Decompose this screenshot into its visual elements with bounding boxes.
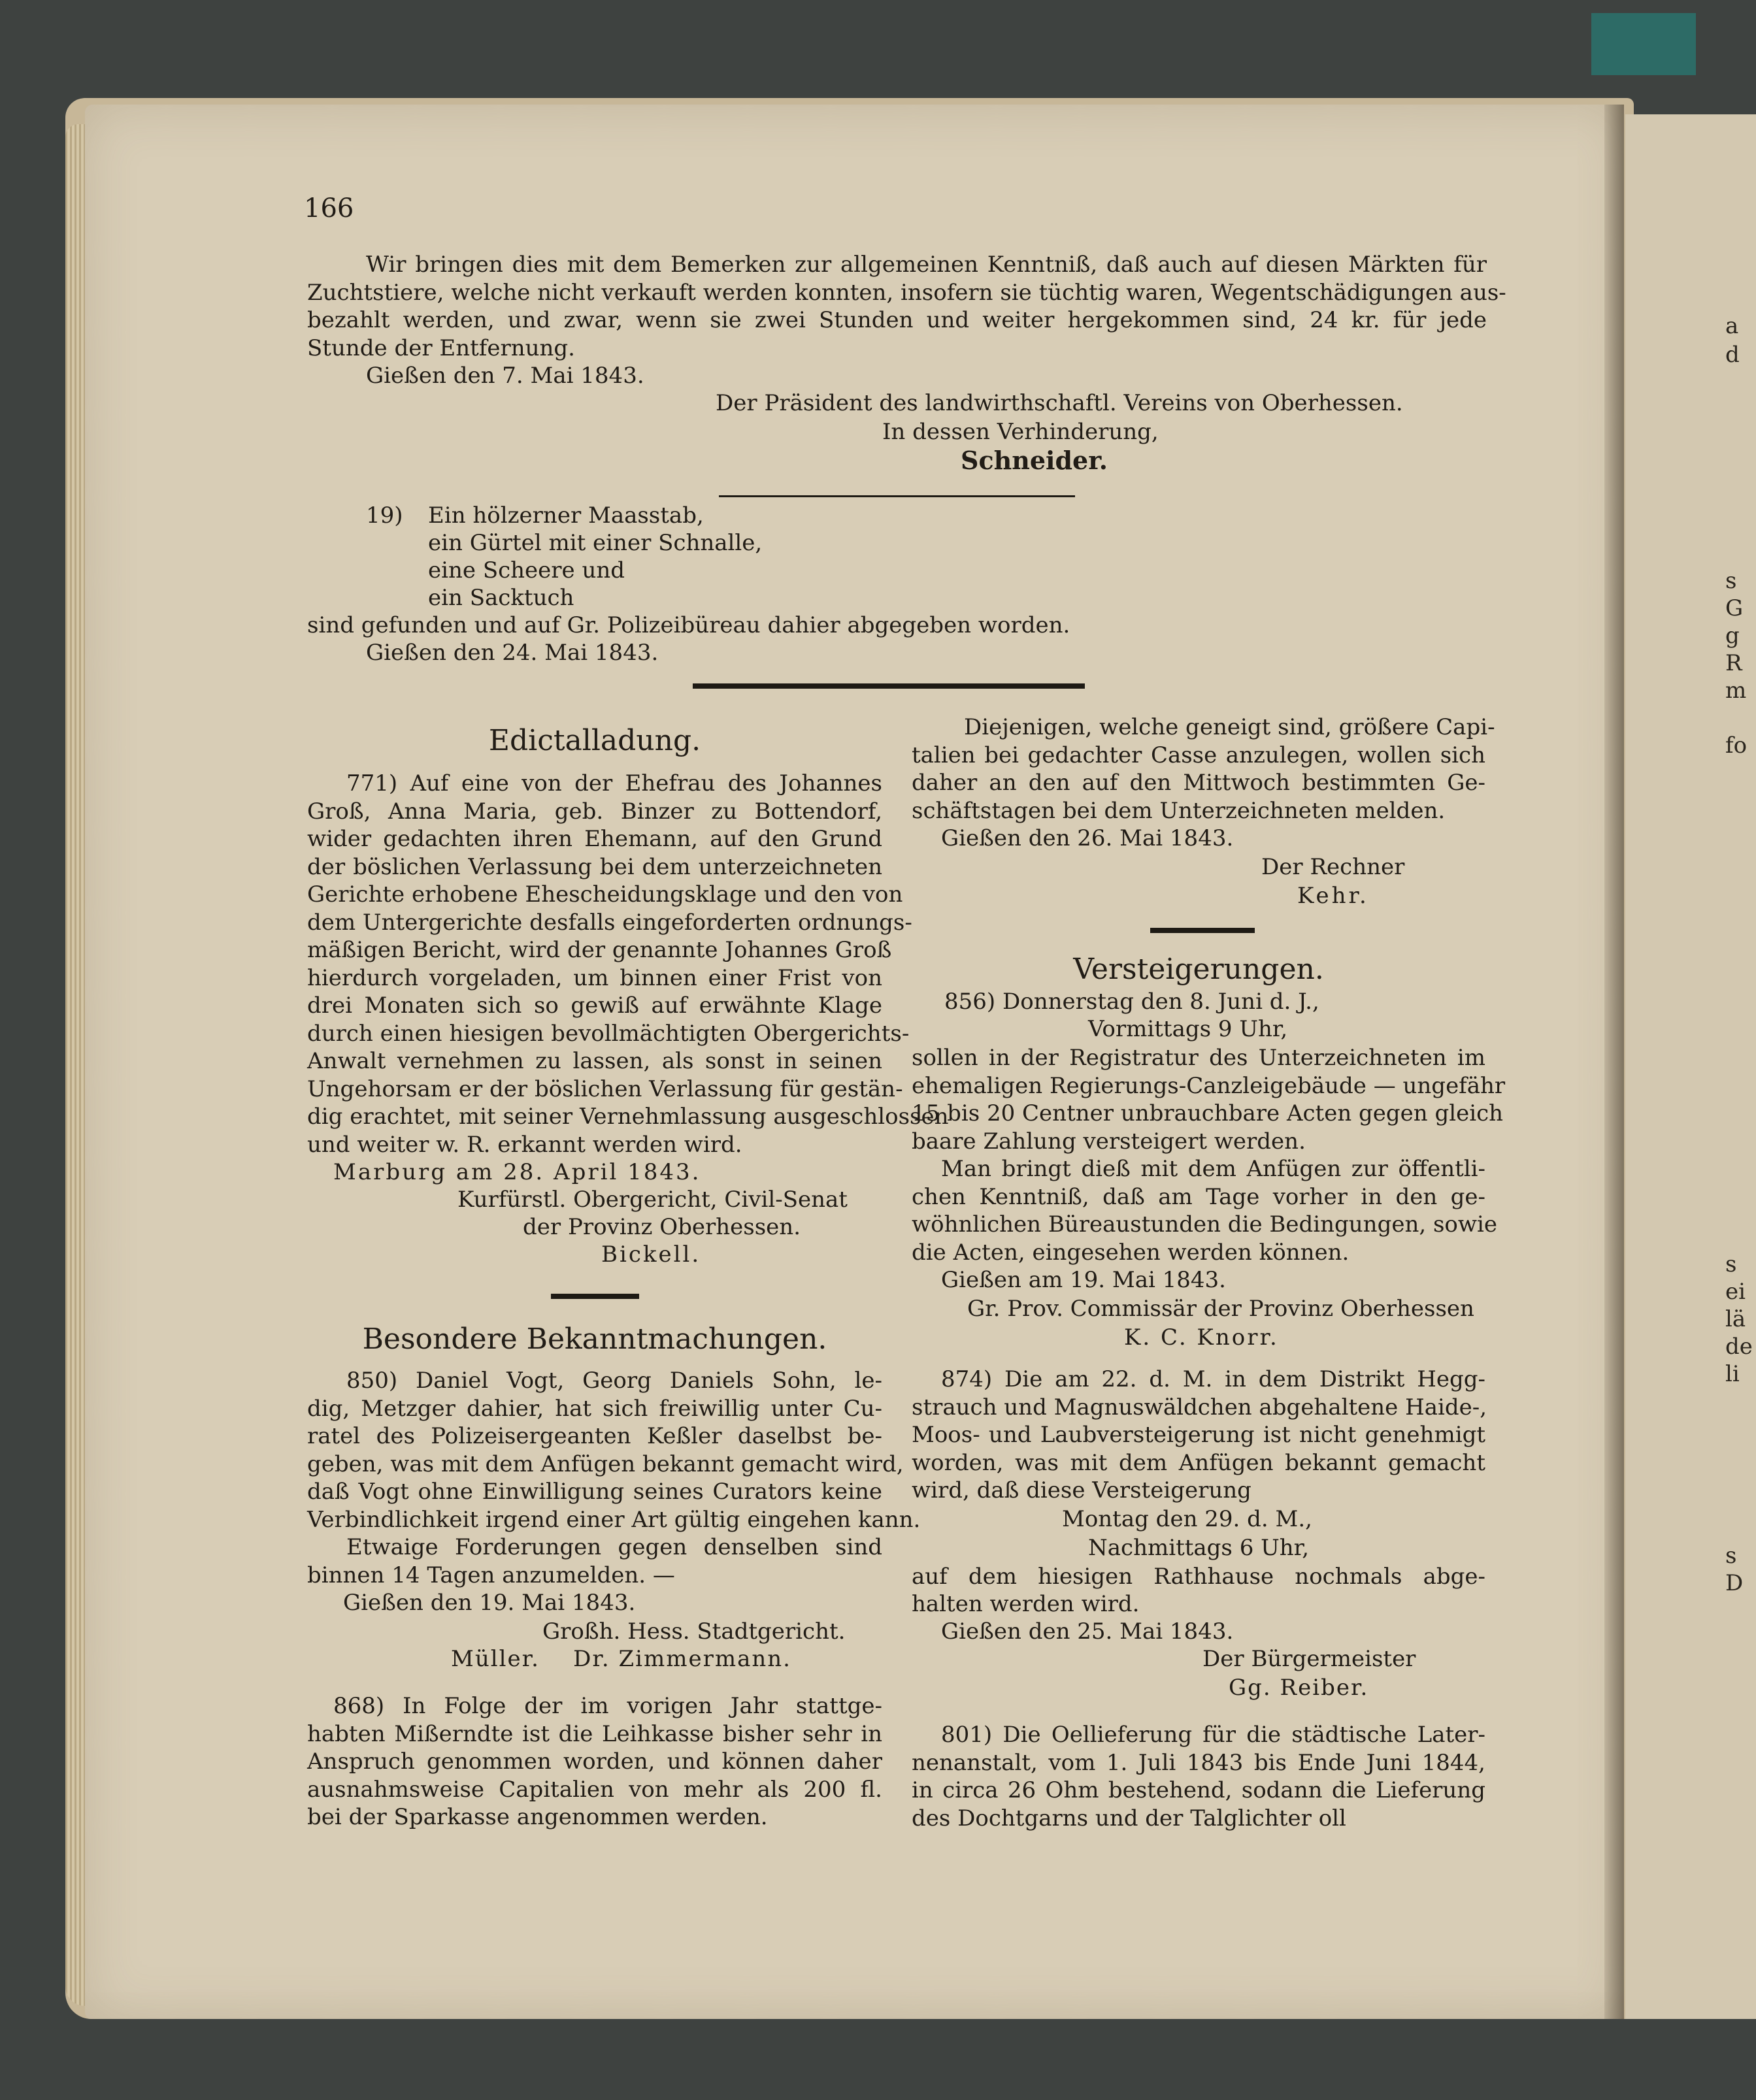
divider xyxy=(693,683,1085,689)
text-line: auf dem hiesigen Rathhause nochmals abge- xyxy=(912,1564,1485,1590)
text-line: Wir bringen dies mit dem Bemerken zur allgemeinen Kenntniß, daß auch auf diesen Märkten für xyxy=(366,252,1487,278)
margin-fragment: s xyxy=(1725,568,1737,594)
notice-number: 19) xyxy=(366,502,403,529)
signature-line: Der Bürgermeister xyxy=(1202,1646,1416,1672)
notice-856-b xyxy=(912,1155,1497,1239)
text-line: Moos- und Laubversteigerung ist nicht genehmigt xyxy=(912,1422,1485,1448)
divider xyxy=(551,1294,639,1299)
text-line: daß Vogt ohne Einwilligung seines Curators keine xyxy=(307,1479,882,1505)
dateline: Gießen den 26. Mai 1843. xyxy=(941,825,1234,851)
text-line: worden, was mit dem Anfügen bekannt gemacht xyxy=(912,1449,1485,1476)
text-line: und weiter w. R. erkannt werden wird. xyxy=(307,1132,742,1158)
signature-line: der Provinz Oberhessen. xyxy=(523,1214,801,1240)
margin-fragment: fo xyxy=(1725,732,1748,759)
text-line: wider gedachten ihren Ehemann, auf den Grund xyxy=(307,826,882,852)
text-line: Groß, Anna Maria, geb. Binzer zu Bottendorf, xyxy=(307,798,882,825)
section-title: Versteigerungen. xyxy=(1073,953,1324,986)
margin-fragment: ei xyxy=(1725,1279,1746,1305)
margin-fragment: a xyxy=(1725,313,1739,339)
notice-874 xyxy=(912,1366,1485,1477)
text-line: bezahlt werden, und zwar, wenn sie zwei Stunden und weiter hergekommen sind, 24 kr. für jede xyxy=(307,307,1487,333)
dateline: Marburg am 28. April 1843. xyxy=(333,1159,701,1185)
text-line: 801) Die Oellieferung für die städtische Later- xyxy=(941,1722,1485,1748)
signature-name: Gg. Reiber. xyxy=(1229,1675,1369,1701)
section-title: Besondere Bekanntmachungen. xyxy=(362,1322,827,1356)
signature-name: K. C. Knorr. xyxy=(1124,1324,1279,1351)
text-line: Montag den 29. d. M., xyxy=(1062,1506,1312,1532)
signature-name: Kehr. xyxy=(1297,883,1369,909)
text-line: strauch und Magnuswäldchen abgehaltene Haide-, xyxy=(912,1394,1487,1420)
text-line: Diejenigen, welche geneigt sind, größere Capi- xyxy=(964,714,1495,740)
notice-868 xyxy=(307,1692,882,1803)
text-line: die Acten, eingesehen werden können. xyxy=(912,1239,1350,1266)
signature-line: Gr. Prov. Commissär der Provinz Oberhessen xyxy=(967,1296,1474,1322)
text-line: Stunde der Entfernung. xyxy=(307,335,575,361)
page-number: 166 xyxy=(304,193,354,223)
signature-line: Großh. Hess. Stadtgericht. xyxy=(542,1618,846,1645)
margin-fragment: m xyxy=(1725,678,1747,704)
text-line: des Dochtgarns und der Talglichter oll xyxy=(912,1805,1346,1831)
list-item: ein Sacktuch xyxy=(428,585,574,611)
text-line: halten werden wird. xyxy=(912,1591,1140,1617)
text-line: daher an den auf den Mittwoch bestimmten Ge- xyxy=(912,770,1485,796)
facing-page xyxy=(1625,114,1756,2019)
text-line: ratel des Polizeisergeanten Keßler daselbst be- xyxy=(307,1423,882,1449)
signature-name: Müller. Dr. Zimmermann. xyxy=(451,1646,791,1672)
text-line: 856) Donnerstag den 8. Juni d. J., xyxy=(944,989,1319,1015)
margin-fragment: g xyxy=(1725,623,1740,649)
text-line: der böslichen Verlassung bei dem unterzeichneten xyxy=(307,853,882,880)
text-line: chen Kenntniß, daß am Tage vorher in den ge- xyxy=(912,1183,1485,1210)
text-line: 771) Auf eine von der Ehefrau des Johannes xyxy=(346,770,882,796)
dateline: Gießen den 7. Mai 1843. xyxy=(366,363,644,389)
text-line: dig, Metzger dahier, hat sich freiwillig unter Cu- xyxy=(307,1395,882,1422)
text-line: geben, was mit dem Anfügen bekannt gemacht wird, xyxy=(307,1451,904,1477)
text-line: dem Untergerichte desfalls eingeforderten ordnungs- xyxy=(307,909,912,936)
text-line: sollen in der Registratur des Unterzeichneten im xyxy=(912,1045,1485,1071)
margin-fragment: lä xyxy=(1725,1306,1746,1332)
notice-868-continued xyxy=(912,714,1495,797)
notice-850 xyxy=(307,1367,921,1562)
intro-paragraph xyxy=(307,251,1506,335)
text-line: binnen 14 Tagen anzumelden. — xyxy=(307,1562,675,1588)
section-title: Edictalladung. xyxy=(488,724,701,757)
margin-fragment: G xyxy=(1725,595,1744,621)
gutter-shadow xyxy=(1604,105,1624,2019)
notice-874-c xyxy=(912,1563,1485,1591)
text-line: 15 bis 20 Centner unbrauchbare Acten gegen gleich xyxy=(912,1100,1504,1126)
scan-color-tab xyxy=(1591,13,1696,75)
signature-line: Der Präsident des landwirthschaftl. Vereins von Oberhessen. xyxy=(716,390,1403,416)
signature-name: Schneider. xyxy=(961,446,1108,475)
text-line: Vormittags 9 Uhr, xyxy=(1088,1016,1288,1042)
text-line: Man bringt dieß mit dem Anfügen zur öffentli- xyxy=(941,1156,1485,1182)
notice-771 xyxy=(307,770,949,1131)
signature-line: Der Rechner xyxy=(1261,854,1405,880)
dateline: Gießen den 25. Mai 1843. xyxy=(941,1618,1234,1645)
margin-fragment: s xyxy=(1725,1251,1737,1277)
text-line: durch einen hiesigen bevollmächtigten Obergerichts- xyxy=(307,1020,910,1047)
divider xyxy=(1150,928,1255,933)
notice-856 xyxy=(912,1044,1506,1128)
text-line: sind gefunden und auf Gr. Polizeibüreau dahier abgegeben worden. xyxy=(307,612,1070,638)
text-line: habten Mißerndte ist die Leihkasse bisher sehr in xyxy=(307,1720,882,1747)
divider xyxy=(719,495,1075,497)
text-line: Zuchtstiere, welche nicht verkauft werden konnten, insofern sie tüchtig waren, Wegentschädigungen aus- xyxy=(307,279,1506,306)
margin-fragment: de xyxy=(1725,1334,1753,1360)
text-line: mäßigen Bericht, wird der genannte Johannes Groß xyxy=(307,937,892,963)
text-line: baare Zahlung versteigert werden. xyxy=(912,1128,1306,1155)
text-line: Nachmittags 6 Uhr, xyxy=(1088,1535,1310,1561)
text-line: nenanstalt, vom 1. Juli 1843 bis Ende Juni 1844, xyxy=(912,1749,1485,1776)
text-line: in circa 26 Ohm bestehend, sodann die Lieferung xyxy=(912,1777,1485,1803)
text-line: ausnahmsweise Capitalien von mehr als 200 fl. xyxy=(307,1776,882,1803)
signature-name: Bickell. xyxy=(601,1241,701,1268)
signature-line: Kurfürstl. Obergericht, Civil-Senat xyxy=(457,1187,848,1213)
notice-801 xyxy=(912,1721,1485,1805)
text-line: schäftstagen bei dem Unterzeichneten melden. xyxy=(912,798,1446,824)
text-line: Etwaige Forderungen gegen denselben sind xyxy=(346,1534,882,1560)
text-line: hierdurch vorgeladen, um binnen einer Frist von xyxy=(307,964,882,991)
text-line: 874) Die am 22. d. M. in dem Distrikt Hegg- xyxy=(941,1366,1485,1392)
margin-fragment: d xyxy=(1725,342,1740,368)
text-line: wöhnlichen Büreaustunden die Bedingungen, sowie xyxy=(912,1211,1497,1238)
text-line: Gerichte erhobene Ehescheidungsklage und den von xyxy=(307,881,903,908)
list-item: eine Scheere und xyxy=(428,557,625,583)
text-line: wird, daß diese Versteigerung xyxy=(912,1477,1251,1503)
text-line: 850) Daniel Vogt, Georg Daniels Sohn, le- xyxy=(346,1368,882,1394)
list-item: ein Gürtel mit einer Schnalle, xyxy=(428,530,763,556)
text-line: bei der Sparkasse angenommen werden. xyxy=(307,1804,768,1830)
margin-fragment: s xyxy=(1725,1543,1737,1569)
text-line: Anspruch genommen worden, und können daher xyxy=(307,1748,882,1775)
text-line: talien bei gedachter Casse anzulegen, wollen sich xyxy=(912,742,1485,768)
dateline: Gießen den 24. Mai 1843. xyxy=(366,640,659,666)
margin-fragment: R xyxy=(1725,650,1742,676)
text-line: drei Monaten sich so gewiß auf erwähnte Klage xyxy=(307,993,882,1019)
margin-fragment: li xyxy=(1725,1361,1740,1387)
text-line: Anwalt vernehmen zu lassen, als sonst in seinen xyxy=(307,1048,882,1074)
text-line: dig erachtet, mit seiner Vernehmlassung ausgeschlossen xyxy=(307,1104,949,1130)
margin-fragment: D xyxy=(1725,1570,1744,1596)
text-line: Verbindlichkeit irgend einer Art gültig eingehen kann. xyxy=(307,1506,921,1533)
signature-line: In dessen Verhinderung, xyxy=(882,419,1159,445)
text-line: ehemaligen Regierungs-Canzleigebäude — ungefähr xyxy=(912,1072,1506,1099)
dateline: Gießen am 19. Mai 1843. xyxy=(941,1267,1226,1293)
dateline: Gießen den 19. Mai 1843. xyxy=(343,1590,636,1616)
text-line: Ungehorsam er der böslichen Verlassung für gestän- xyxy=(307,1075,903,1102)
text-line: 868) In Folge der im vorigen Jahr stattge- xyxy=(333,1693,882,1719)
list-item: Ein hölzerner Maasstab, xyxy=(428,502,704,529)
